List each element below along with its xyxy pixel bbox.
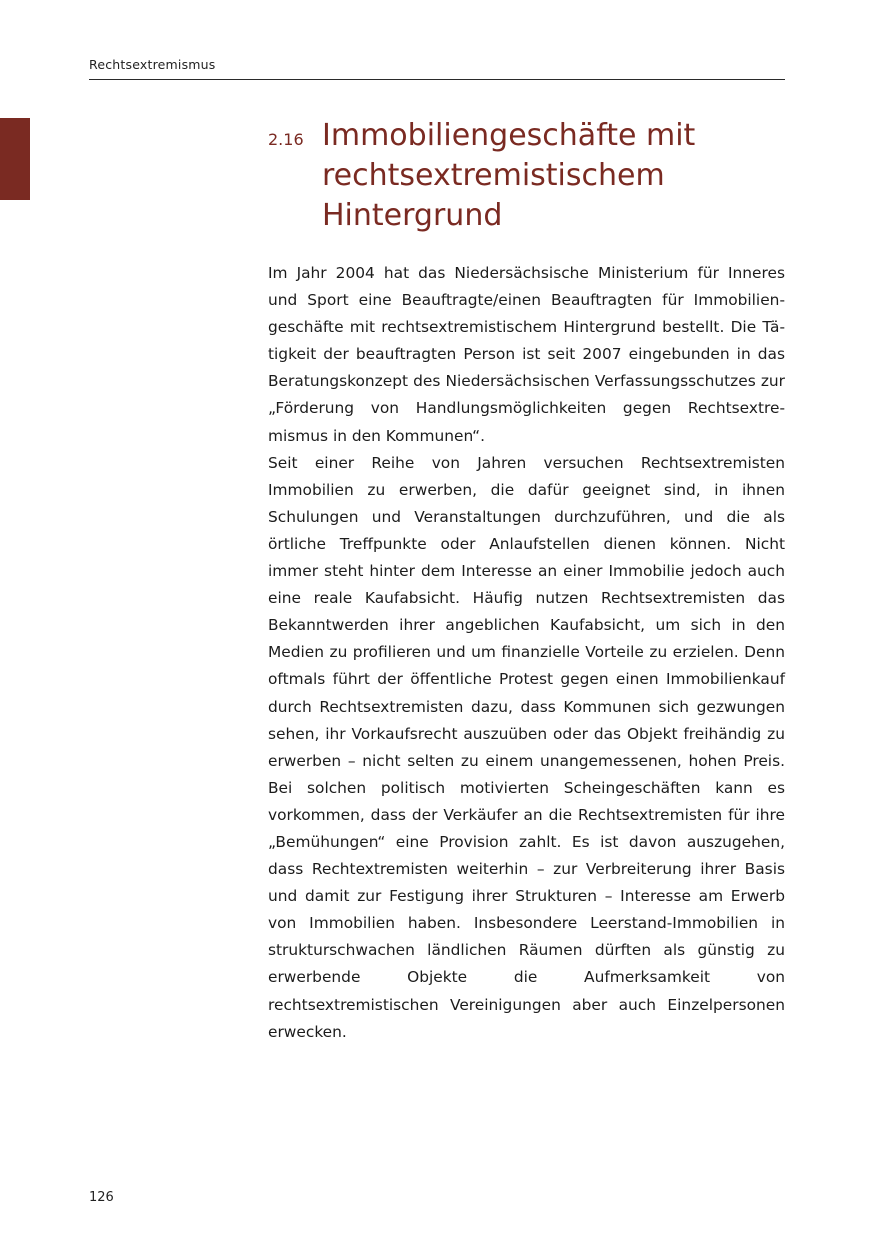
section-number: 2.16 (268, 130, 304, 149)
section-title: Immobiliengeschäfte mit rechtsextremistischem Hintergrund (322, 118, 696, 233)
running-head: Rechtsextremismus (89, 57, 216, 72)
body-text (268, 260, 785, 1046)
page-number: 126 (89, 1190, 114, 1205)
paragraph: Seit einer Reihe von Jahren versuchen Rechtsextremisten Immobilien zu erwerben, die dafür geeignet sind, in ihnen Schulungen und Veranstaltungen durchzuführen, und die als örtliche Treffpunkte oder Anlaufstellen dienen können. Nicht immer steht hinter dem Interesse an einer Immobilie jedoch auch eine reale Kaufabsicht. Häufig nutzen Rechtsextremisten das Bekanntwerden ihrer angeblichen Kaufabsicht, um sich in den Medien zu profilieren und um finanzielle Vorteile zu erzielen. Denn oftmals führt der öffentliche Protest gegen einen Immobilienkauf durch Rechtsextremisten dazu, dass Kommunen sich gezwungen sehen, ihr Vorkaufsrecht auszuüben oder das Objekt freihändig zu erwerben – nicht selten zu einem unangemessenen, hohen Preis. Bei solchen politisch motivierten Scheingeschäften kann es vorkommen, dass der Verkäufer an die Rechtsextremisten für ihre „Bemühungen“ eine Provision zahlt. Es ist davon auszugehen, dass Rechtextremisten weiterhin – zur Verbreiterung ihrer Basis und damit zur Festigung ihrer Strukturen – Interesse am Erwerb von Immobilien haben. Insbesondere Leerstand-Immobilien in strukturschwachen ländlichen Räumen dürften als günstig zu erwerbende Objekte die Aufmerksamkeit von rechtsextremistischen Vereinigungen aber auch Einzelpersonen erwecken. (268, 453, 785, 1041)
paragraph: Im Jahr 2004 hat das Niedersächsische Ministerium für Inneres und Sport eine Beauftragte/einen Beauftragten für Immobiliengeschäfte mit rechtsextremistischem Hintergrund bestellt. Die Tätigkeit der beauftragten Person ist seit 2007 eingebunden in das Beratungskonzept des Niedersächsischen Verfassungsschutzes zur „Förderung von Handlungsmöglichkeiten gegen Rechtsextremismus in den Kommunen“. (268, 264, 785, 445)
header-rule (89, 79, 785, 80)
chapter-tab-marker (0, 118, 30, 200)
